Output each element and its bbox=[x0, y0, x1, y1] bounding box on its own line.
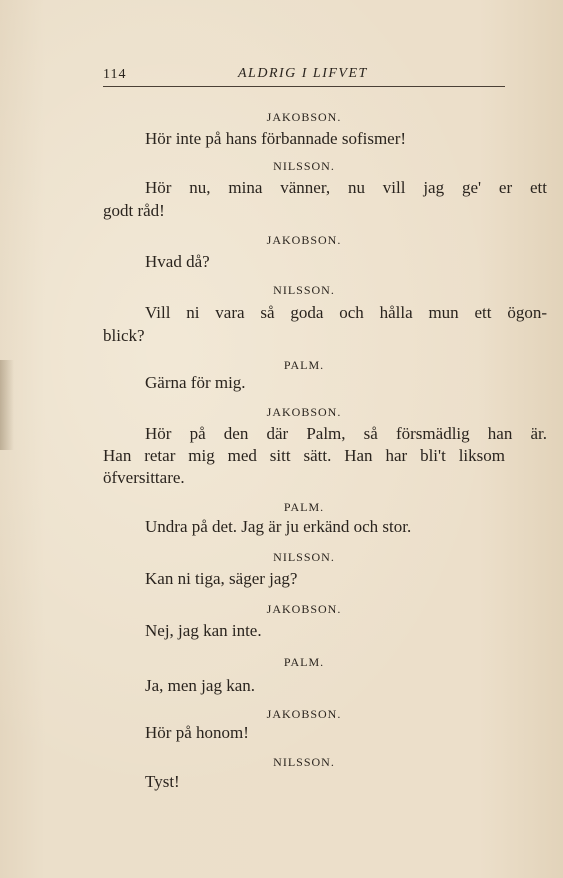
speaker-name: JAKOBSON. bbox=[266, 707, 342, 721]
dialogue-line: Tyst! bbox=[145, 772, 180, 791]
page-edge-shadow bbox=[0, 360, 14, 450]
page-header bbox=[103, 64, 505, 86]
speaker-name: JAKOBSON. bbox=[266, 110, 342, 124]
dialogue-line: Hör nu, mina vänner, nu vill jag ge' er ett bbox=[145, 178, 547, 197]
header-rule bbox=[103, 86, 505, 87]
speaker-name: PALM. bbox=[283, 500, 325, 514]
speaker-name: NILSSON. bbox=[273, 755, 335, 769]
dialogue-line: öfversittare. bbox=[103, 468, 185, 487]
dialogue-line: Vill ni vara så goda och hålla mun ett ögon- bbox=[145, 303, 547, 322]
dialogue-line: Hör på honom! bbox=[145, 723, 249, 742]
dialogue-line: Han retar mig med sitt sätt. Han har bli't liksom bbox=[103, 446, 505, 465]
speaker-name: PALM. bbox=[283, 655, 325, 669]
speaker-name: NILSSON. bbox=[273, 550, 335, 564]
speaker-name: JAKOBSON. bbox=[266, 233, 342, 247]
speaker-name: NILSSON. bbox=[273, 283, 335, 297]
speaker-name: NILSSON. bbox=[273, 159, 335, 173]
page-number: 114 bbox=[103, 67, 127, 82]
dialogue-line: Kan ni tiga, säger jag? bbox=[145, 569, 298, 588]
dialogue-line: Hör inte på hans förbannade sofismer! bbox=[145, 129, 407, 148]
speaker-name: JAKOBSON. bbox=[266, 602, 342, 616]
dialogue-line: Gärna för mig. bbox=[145, 373, 246, 392]
dialogue-line: blick? bbox=[103, 326, 145, 345]
running-title: ALDRIG I LIFVET bbox=[238, 66, 368, 81]
speaker-name: JAKOBSON. bbox=[266, 405, 342, 419]
dialogue-line: Undra på det. Jag är ju erkänd och stor. bbox=[145, 517, 412, 536]
dialogue-line: Ja, men jag kan. bbox=[145, 676, 255, 695]
speaker-name: PALM. bbox=[283, 358, 325, 372]
dialogue-line: Hvad då? bbox=[145, 252, 210, 271]
dialogue-line: Hör på den där Palm, så försmädlig han är. bbox=[145, 424, 547, 443]
dialogue-line: godt råd! bbox=[103, 201, 165, 220]
dialogue-line: Nej, jag kan inte. bbox=[145, 621, 262, 640]
